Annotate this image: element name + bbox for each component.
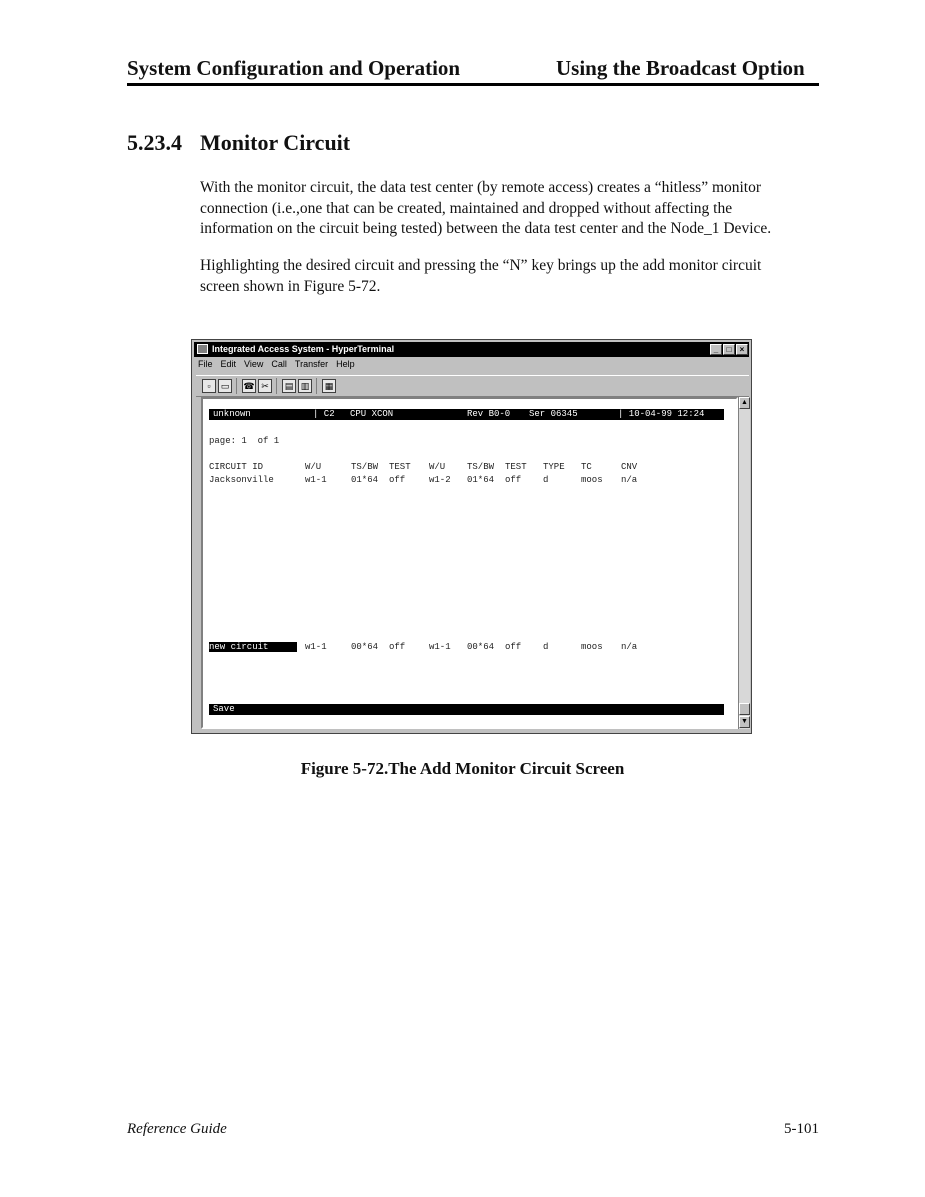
col-wu-2: W/U <box>429 462 446 472</box>
new-circuit-id-field[interactable]: new circuit <box>209 642 297 652</box>
vertical-scrollbar[interactable] <box>738 397 750 729</box>
toolbar-separator <box>236 378 237 394</box>
connect-icon[interactable]: ☎ <box>243 381 255 391</box>
col-type: TYPE <box>543 462 565 472</box>
menu-edit[interactable]: Edit <box>220 359 237 369</box>
col-test: TEST <box>389 462 411 472</box>
scroll-thumb[interactable] <box>739 703 750 715</box>
footer-left: Reference Guide <box>127 1121 227 1137</box>
paragraph-line: information on the circuit being tested) between the data test center and the Node_1 Device. <box>200 220 772 237</box>
toolbar <box>196 375 749 397</box>
status-slot: | C2 <box>313 409 335 419</box>
cell-test-2: off <box>505 475 522 485</box>
minimize-button[interactable]: _ <box>710 344 722 355</box>
menu-help[interactable]: Help <box>336 359 355 369</box>
paragraph-line: Highlighting the desired circuit and pressing the “N” key brings up the add monitor circuit <box>200 257 762 274</box>
hyperterminal-icon <box>197 344 208 354</box>
col-wu: W/U <box>305 462 322 472</box>
running-header-right: Using the Broadcast Option <box>556 56 805 80</box>
receive-icon[interactable]: ▥ <box>298 379 312 393</box>
cell-tsbw: 01*64 <box>351 475 379 485</box>
paragraph-line: screen shown in Figure 5-72. <box>200 277 381 295</box>
new-test-2-field[interactable]: off <box>505 642 522 652</box>
properties-icon[interactable]: ▦ <box>322 379 336 393</box>
page-number: 5-101 <box>784 1121 819 1137</box>
send-icon[interactable]: ▤ <box>282 379 296 393</box>
paragraph-1 <box>200 178 820 240</box>
cell-type: d <box>543 475 549 485</box>
section-heading <box>127 130 350 156</box>
new-wu-2-field[interactable]: w1-1 <box>429 642 451 652</box>
col-test-2: TEST <box>505 462 527 472</box>
window-title: Integrated Access System - HyperTerminal <box>212 344 395 354</box>
col-circuit-id: CIRCUIT ID <box>209 462 264 472</box>
disconnect-icon[interactable]: ✂ <box>258 379 272 393</box>
paragraph-2 <box>200 256 820 297</box>
new-tc-field[interactable]: moos <box>581 642 603 652</box>
open-icon[interactable]: ▭ <box>218 379 232 393</box>
maximize-button[interactable]: □ <box>723 344 735 355</box>
menu-bar <box>198 359 363 372</box>
status-card: CPU XCON <box>350 409 394 419</box>
cell-wu-2: w1-2 <box>429 475 451 485</box>
new-type-field[interactable]: d <box>543 642 549 652</box>
cell-circuit-id: Jacksonville <box>209 475 274 485</box>
paragraph-line: With the monitor circuit, the data test center (by remote access) creates a “hitless” monitor <box>200 179 762 196</box>
menu-file[interactable]: File <box>198 359 213 369</box>
status-bar <box>209 409 724 420</box>
status-rev: Rev B0-0 <box>467 409 511 419</box>
hyperterminal-window <box>191 339 752 734</box>
window-titlebar[interactable] <box>194 342 749 357</box>
page-indicator: page: 1 of 1 <box>209 436 280 446</box>
col-cnv: CNV <box>621 462 638 472</box>
new-cnv-field[interactable]: n/a <box>621 642 638 652</box>
status-node: unknown <box>213 409 251 419</box>
section-title: Monitor Circuit <box>200 130 351 155</box>
command-bar <box>209 704 724 715</box>
section-number: 5.23.4 <box>127 130 182 155</box>
col-tsbw: TS/BW <box>351 462 379 472</box>
status-ser: Ser 06345 <box>529 409 578 419</box>
toolbar-separator <box>316 378 317 394</box>
new-test-field[interactable]: off <box>389 642 406 652</box>
running-header-left: System Configuration and Operation <box>127 56 461 80</box>
paragraph-line: connection (i.e.,one that can be created, maintained and dropped without affecting the <box>200 199 733 217</box>
menu-call[interactable]: Call <box>271 359 287 369</box>
figure-caption: Figure 5-72.The Add Monitor Circuit Screen <box>300 759 625 778</box>
cell-test: off <box>389 475 406 485</box>
terminal-screen <box>203 399 736 727</box>
col-tc: TC <box>581 462 592 472</box>
status-datetime: | 10-04-99 12:24 <box>618 409 705 419</box>
terminal-area[interactable] <box>201 397 738 729</box>
menu-view[interactable]: View <box>244 359 264 369</box>
new-tsbw-field[interactable]: 00*64 <box>351 642 379 652</box>
close-button[interactable]: × <box>736 344 748 355</box>
header-rule <box>127 83 819 86</box>
col-tsbw-2: TS/BW <box>467 462 495 472</box>
toolbar-separator <box>276 378 277 394</box>
save-command[interactable]: Save <box>213 704 235 714</box>
new-icon[interactable]: ▫ <box>202 379 216 393</box>
new-tsbw-2-field[interactable]: 00*64 <box>467 642 495 652</box>
cell-tsbw-2: 01*64 <box>467 475 495 485</box>
new-wu-field[interactable]: w1-1 <box>305 642 327 652</box>
cell-cnv: n/a <box>621 475 638 485</box>
scroll-down-icon[interactable]: ▼ <box>739 716 750 728</box>
scroll-up-icon[interactable]: ▲ <box>739 397 750 409</box>
cell-tc: moos <box>581 475 603 485</box>
menu-transfer[interactable]: Transfer <box>294 359 329 369</box>
cell-wu: w1-1 <box>305 475 327 485</box>
